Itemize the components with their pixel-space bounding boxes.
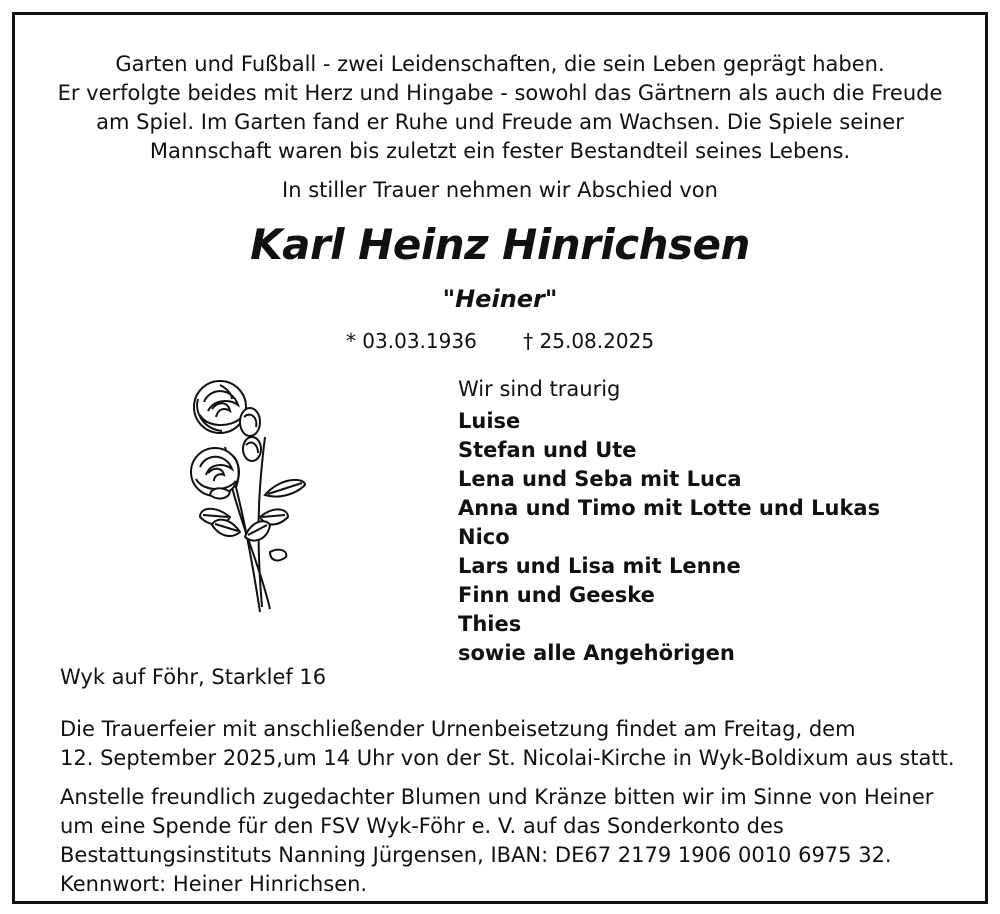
intro-line: Mannschaft waren bis zuletzt ein fester Bestandteil seines Lebens. bbox=[149, 139, 851, 163]
intro-line: Garten und Fußball - zwei Leidenschaften, die sein Leben geprägt haben. bbox=[115, 52, 885, 76]
address: Wyk auf Föhr, Starklef 16 bbox=[60, 665, 327, 689]
intro-text bbox=[15, 50, 985, 166]
service-line: Die Trauerfeier mit anschließender Urnenbeisetzung findet am Freitag, dem bbox=[60, 717, 856, 741]
mourner-name: Finn und Geeske bbox=[458, 583, 655, 607]
deceased-name: Karl Heinz Hinrichsen bbox=[250, 220, 750, 269]
mourner-name: sowie alle Angehörigen bbox=[458, 641, 735, 665]
donation-line: Bestattungsinstituts Nanning Jürgensen, IBAN: DE67 2179 1906 0010 6975 32. bbox=[60, 843, 892, 867]
donation-line: Kennwort: Heiner Hinrichsen. bbox=[60, 872, 368, 896]
intro-line: Er verfolgte beides mit Herz und Hingabe - sowohl das Gärtnern als auch die Freude bbox=[57, 81, 943, 105]
donation-line: Anstelle freundlich zugedachter Blumen und Kränze bitten wir im Sinne von Heiner bbox=[60, 785, 934, 809]
donation-line: um eine Spende für den FSV Wyk-Föhr e. V. auf das Sonderkonto des bbox=[60, 814, 784, 838]
life-dates bbox=[15, 329, 985, 353]
mourner-name: Luise bbox=[458, 409, 521, 433]
obituary-frame bbox=[12, 12, 988, 904]
deceased-nickname: "Heiner" bbox=[442, 285, 558, 313]
mourner-name: Thies bbox=[458, 612, 522, 636]
mourner-name: Stefan und Ute bbox=[458, 438, 637, 462]
mourners-heading: Wir sind traurig bbox=[458, 377, 621, 401]
birth-date: * 03.03.1936 bbox=[345, 329, 477, 353]
death-date: † 25.08.2025 bbox=[523, 329, 655, 353]
mourner-name: Anna und Timo mit Lotte und Lukas bbox=[458, 496, 881, 520]
service-info bbox=[60, 715, 955, 773]
service-line: 12. September 2025,um 14 Uhr von der St. Nicolai-Kirche in Wyk-Boldixum aus statt. bbox=[60, 746, 955, 770]
donation-info bbox=[60, 783, 933, 899]
mourner-name: Nico bbox=[458, 525, 510, 549]
mourner-name: Lena und Seba mit Luca bbox=[458, 467, 742, 491]
mourners-block bbox=[458, 375, 880, 668]
rose-icon bbox=[170, 377, 320, 615]
farewell-line: In stiller Trauer nehmen wir Abschied von bbox=[282, 178, 718, 202]
intro-line: am Spiel. Im Garten fand er Ruhe und Freude am Wachsen. Die Spiele seiner bbox=[96, 110, 904, 134]
mourner-name: Lars und Lisa mit Lenne bbox=[458, 554, 741, 578]
